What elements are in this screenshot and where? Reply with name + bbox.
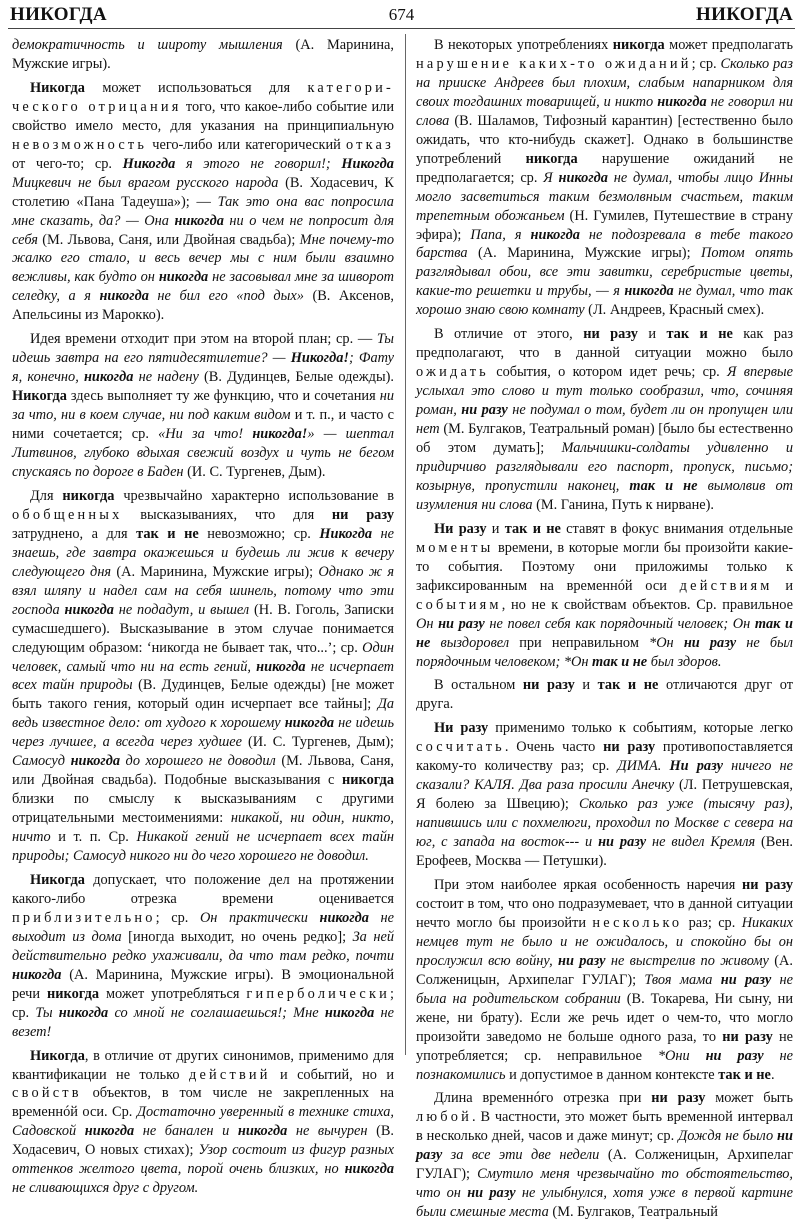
paragraph: Длина временнóго отрезка при ни разу может быть любой. В частности, это может быть временной интервал в несколько дней, часов и даже минут; ср. Дождя не было ни разу за все эти две недели (А. Солженицын, Архипелаг ГУЛАГ); Смутило меня чрезвычайно то обстоятельство, что он ни разу не улыбнулся, хотя уже в первой картине были смешные места (М. Булгаков, Театральный [416, 1090, 794, 1221]
left-column [12, 36, 395, 1197]
paragraph: Никогда, в отличие от других синонимов, применимо для квантификации не только действий и событий, но и свойств объектов, в том числе не закрепленных на временнóй оси. Ср. Достаточно уверенный в технике стиха, Садовской никогда не банален и никогда не вычурен (В. Ходасевич, О новых стихах); Узор состоит из фигур разных оттенков желтого цвета, порой очень близких, но никогда не сливающихся друг с другом. [12, 1047, 395, 1197]
right-column [416, 36, 794, 1221]
paragraph: демократичность и широту мышления (А. Маринина, Мужские игры). [12, 37, 395, 72]
page-header [8, 2, 795, 29]
paragraph: В отличие от этого, ни разу и так и не как раз предполагают, что в данной ситуации можно было ожидать события, о котором идет речь; ср. Я впервые услыхал это слово и тут только сообразил, что, сочиняя роман, ни разу не подумал о том, будет ли он пропущен или нет (М. Булгаков, Театральный роман) [было бы естественно об этом думать]; Мальчишки-солдаты удивленно и придирчиво разглядывали его паспорт, пропуск, письмо; козырнув, пропустили наконец, так и не вымолвив от изумления ни слова (М. Ганина, Путь к нирване). [416, 326, 794, 513]
paragraph: При этом наиболее яркая особенность наречия ни разу состоит в том, что оно подразумевает, что в данной ситуации нечто могло бы произойти несколько раз; ср. Никаких немцев тут не было и не ожидалось, и спокойно бы он прослужил всю войну, ни разу не выстрелив по живому (А. Солженицын, Архипелаг ГУЛАГ); Твоя мама ни разу не была на родительском собрании (В. Токарева, Ни сыну, ни жене, ни брату). Если же речь идет о чем-то, что могло произойти заведомо не больше одного раза, то ни разу не употребляется; ср. неправильное *Они ни разу не познакомились и допустимое в данном контексте так и не. [416, 876, 793, 1083]
paragraph: Никогда может использоваться для категори-ческого отрицания того, что какое-либо событие или свойство имело место, для указания на принципиальную невозможность чего-либо или категорический отказ от чего-то; ср. Никогда я этого не говорил!; Никогда Мицкевич не был врагом русского народа (В. Ходасевич, К столетию «Пана Тадеуша»); — Так это она вас попросила мне сказать, да? — Она никогда ни о чем не попросит для себя (М. Львова, Саня, или Двойная свадьба); Мне почему-то жалко его стало, и весь вечер мы с ним были взаимно вежливы, как будто он никогда не засовывал мне за шиворот селедку, а я никогда не бил его «под дых» (В. Аксенов, Апельсины из Марокко). [12, 79, 395, 324]
paragraph: Ни разу и так и не ставят в фокус внимания отдельные моменты времени, в которые могли бы произойти какие-то события. Поэтому они приложимы только к зафиксированным на временнóй оси действиям и событиям, но не к свойствам объектов. Ср. правильное Он ни разу не повел себя как порядочный человек; Он так и не выздоровел при неправильном *Он ни разу не был порядочным человеком; *Он так и не был здоров. [416, 520, 794, 670]
paragraph: Для никогда чрезвычайно характерно использование в обобщенных высказываниях, что для ни разу затруднено, а для так и не невозможно; ср. Никогда не знаешь, где завтра окажешься и будешь ли жив к вечеру следующего дня (А. Маринина, Мужские игры); Однако ж я взял шляпу и надел сам на себя шинель, потому что эти господа никогда не подадут, и вышел (Н. В. Гоголь, Записки сумасшедшего). Высказывание в этом случае понимается следующим образом: ‘никогда не бывает так, что...’; ср. Один человек, самый что ни на есть гений, никогда не исчерпает всех тайн природы (В. Дудинцев, Белые одежды) [не может быть такого гения, который один исчерпает все тайны]; Да ведь известное дело: от худого к хорошему никогда не идешь через лучшее, а всегда через худшее (И. С. Тургенев, Дым); Самосуд никогда до хорошего не доводил (М. Львова, Саня, или Двойная свадьба). Подобные высказывания с никогда близки по смыслу к высказываниям с другими отрицательными местоимениями: никакой, ни один, никто, ничто и т. п. Ср. Никакой гений не исчерпает всех тайн природы; Самосуд никого ни до чего хорошего не доводил. [12, 487, 395, 865]
paragraph: В некоторых употреблениях никогда может предполагать нарушение каких-то ожиданий; ср. Сколько раз на прииске Андреев был плохим, слабым напарником для своих тогдашних товарищей, и никто никогда не говорил ни слова (В. Шаламов, Тифозный карантин) [естественно было ожидать, что кто-нибудь скажет]. Однако в большинстве употреблений никогда нарушение ожиданий не предполагается; ср. Я никогда не думал, чтобы лицо Инны могло засветиться таким безмолвным счастьем, таким трепетным обожаньем (Н. Гумилев, Путешествие в страну эфира); Папа, я никогда не подозревала в тебе такого барства (А. Маринина, Мужские игры); Потом опять разглядывал обои, все эти завитки, серебристые цветы, какие-то решетки и трубы, — я никогда не думал, что так хорошо знаю свою комнату (Л. Андреев, Красный смех). [416, 37, 794, 319]
column-divider [405, 34, 406, 1055]
paragraph: В остальном ни разу и так и не отличаются друг от друга. [416, 677, 793, 713]
running-headword-right: НИКОГДА [696, 4, 793, 25]
paragraph: Идея времени отходит при этом на второй план; ср. — Ты идешь завтра на его пятидесятилетие? — Никогда!; Фату я, конечно, никогда не надену (В. Дудинцев, Белые одежды). Никогда здесь выполняет ту же функцию, что и сочетания ни за что, ни в коем случае, ни под каким видом и т. п., и часто с ними сочетается; ср. «Ни за что! никогда!» — шептал Литвинов, глубоко вдыхая свежий воздух и чуть не бегом спускаясь по дороге в Баден (И. С. Тургенев, Дым). [12, 331, 394, 480]
page-number: 674 [388, 5, 415, 24]
paragraph: Никогда допускает, что положение дел на протяжении какого-либо отрезка времени оценивается приблизительно; ср. Он практически никогда не выходит из дома [иногда выходит, но очень редко]; За ней действительно редко ухаживали, да что там редко, почти никогда (А. Маринина, Мужские игры). В эмоциональной речи никогда может употребляться гиперболически; ср. Ты никогда со мной не соглашаешься!; Мне никогда не везет! [12, 871, 395, 1040]
running-headword-left: НИКОГДА [10, 4, 107, 25]
paragraph: Ни разу применимо только к событиям, которые легко сосчитать. Очень часто ни разу противопоставляется какому-то количеству раз; ср. ДИМА. Ни разу ничего не сказали? КАЛЯ. Два раза просили Анечку (Л. Петрушевская, Я болею за Швецию); Сколько раз уже (тысячу раз), напившись или с похмелюги, проходил по Москве с севера на юг, с запада на восток--- и ни разу не видел Кремля (Вен. Ерофеев, Москва — Петушки). [416, 720, 794, 870]
